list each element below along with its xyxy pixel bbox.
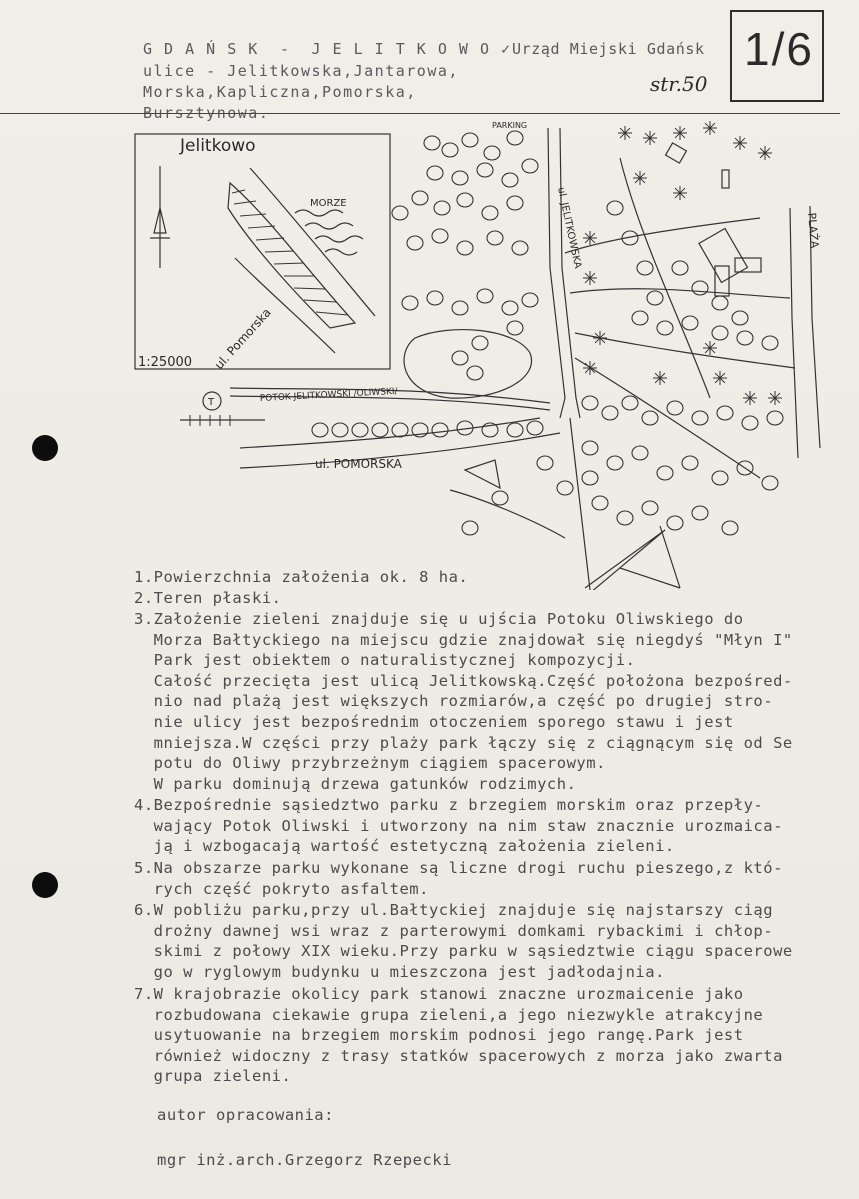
item-3-line-8: potu do Oliwy przybrzeżnym ciągiem spacerowym. [134, 754, 606, 773]
item-3-line-9: W parku dominują drzewa gatunków rodzimych. [134, 774, 577, 793]
sheet-number: 1/6 [744, 23, 814, 75]
item-6-line-1: 6.W pobliżu parku,przy ul.Bałtyckiej znajduje się najstarszy ciąg [134, 901, 774, 919]
inset-sea-label: MORZE [310, 198, 347, 209]
stream-label: POTOK JELITKOWSKI /OLIWSKI/ [259, 386, 398, 404]
inset-title: Jelitkowo [180, 136, 256, 156]
inset-map-frame [135, 134, 390, 369]
item-5-line-2: rych część pokryto asfaltem. [134, 879, 429, 898]
item-1-line-1: 1.Powierzchnia założenia ok. 8 ha. [134, 568, 469, 586]
item-7-line-5: grupa zieleni. [134, 1067, 292, 1086]
item-6-line-3: skimi z połowy XIX wieku.Przy parku w sąsiedztwie ciągu spacerowe [134, 942, 793, 961]
item-3-line-2: Morza Bałtyckiego na miejscu gdzie znajdował się niegdyś "Młyn I" [134, 630, 793, 649]
item-4-line-2: wający Potok Oliwski i utworzony na nim staw znacznie urozmaica- [134, 816, 783, 835]
page-number: str.50 [650, 72, 708, 96]
item-3-line-3: Park jest obiektem o naturalistycznej kompozycji. [134, 651, 636, 670]
item-3-line-1: 3.Założenie zieleni znajduje się u ujścia Potoku Oliwskiego do [134, 610, 744, 628]
punch-hole-bottom [32, 872, 58, 898]
tram-symbol: T [208, 397, 215, 408]
inset-scale: 1:25000 [138, 355, 193, 370]
site-plan-sketch [120, 118, 840, 590]
beach-label: PLAŻA [805, 212, 822, 249]
item-6-line-4: go w ryglowym budynku u mieszczona jest jadłodajnia. [134, 962, 665, 981]
item-2-line-1: 2.Teren płaski. [134, 589, 282, 607]
item-3-line-5: nio nad plażą jest większych rozmiarów,a część po drugiej stro- [134, 692, 774, 711]
jelitkowska-street-label: ul. JELITKOWSKA [555, 186, 584, 270]
streets-line-1: ulice - Jelitkowska,Jantarowa, [143, 62, 459, 80]
location-heading: G D A Ń S K - J E L I T K O W O ✓ [143, 40, 512, 58]
parking-label: PARKING [492, 121, 528, 130]
item-6-line-2: drożny dawnej wsi wraz z parterowymi domkami rybackimi i chłop- [134, 921, 774, 940]
punch-hole-top [32, 435, 58, 461]
item-4-line-3: ją i wzbogacają wartość estetyczną założenia zieleni. [134, 837, 675, 856]
author-name: mgr inż.arch.Grzegorz Rzepecki [157, 1151, 452, 1169]
item-3-line-6: nie ulicy jest bezpośrednim otoczeniem sporego stawu i jest [134, 713, 734, 731]
inset-street-label: ul. Pomorska [211, 305, 274, 373]
office-stamp: Urząd Miejski Gdańsk [512, 40, 705, 58]
streets-line-3: Bursztynowa. [143, 104, 270, 122]
item-4-line-1: 4.Bezpośrednie sąsiedztwo parku z brzegiem morskim oraz przepły- [134, 796, 764, 814]
item-7-line-4: również widoczny z trasy statków spacerowych z morza jako zwarta [134, 1046, 783, 1065]
item-5-line-1: 5.Na obszarze parku wykonane są liczne drogi ruchu pieszego,z któ- [134, 859, 783, 877]
pomorska-street-label: ul. POMORSKA [315, 457, 402, 471]
item-7-line-3: usytuowanie na brzegiem morskim podnosi jego rangę.Park jest [134, 1026, 744, 1045]
header-rule [0, 113, 840, 114]
item-3-line-7: mniejsza.W części przy plaży park łączy się z ciągnącym się od Se [134, 733, 793, 752]
item-3-line-4: Całość przecięta jest ulicą Jelitkowską.Część położona bezpośred- [134, 671, 793, 690]
streets-line-2: Morska,Kapliczna,Pomorska, [143, 83, 417, 101]
author-label: autor opracowania: [157, 1106, 334, 1124]
item-7-line-1: 7.W krajobrazie okolicy park stanowi znaczne urozmaicenie jako [134, 985, 744, 1003]
item-7-line-2: rozbudowana ciekawie grupa zieleni,a jego niezwykle atrakcyjne [134, 1005, 764, 1024]
